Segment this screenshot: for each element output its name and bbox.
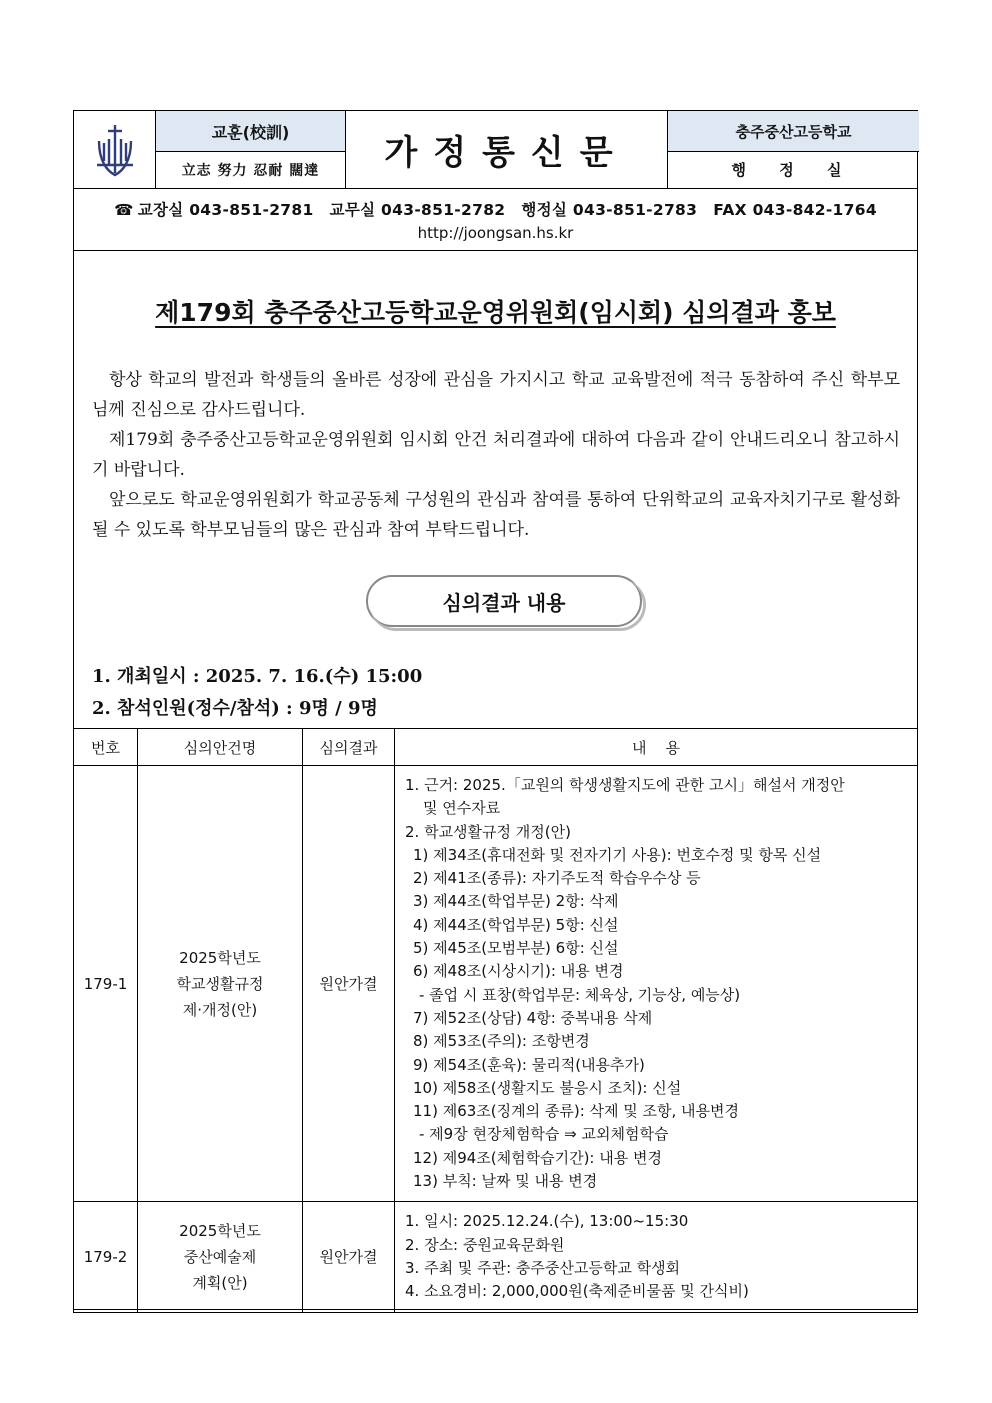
item-name-line: 중산예술제	[183, 1247, 257, 1266]
content-line: 12) 제94조(체험학습기간): 내용 변경	[413, 1148, 662, 1167]
content-line: 1) 제34조(휴대전화 및 전자기기 사용): 번호수정 및 항목 신설	[413, 845, 822, 864]
motto-text: 立志 努力 忍耐 闊達	[181, 162, 320, 179]
paragraph-1: 항상 학교의 발전과 학생들의 올바른 성장에 관심을 가지시고 학교 교육발전에 적극 동참하여 주신 학부모님께 진심으로 감사드립니다.	[92, 370, 900, 420]
content-line: - 제9장 현장체험학습 ⇒ 교외체험학습	[419, 1125, 669, 1144]
content-line: 1. 일시: 2025.12.24.(수), 13:00~15:30	[405, 1212, 689, 1231]
row-item-name	[138, 766, 303, 1202]
document-title: 제179회 충주중산고등학교운영위원회(임시회) 심의결과 홍보	[155, 298, 836, 327]
motto-cell	[156, 111, 346, 188]
content-line: 4) 제44조(학업부문) 5항: 신설	[413, 915, 619, 934]
content-line: 1. 근거: 2025.「교원의 학생생활지도에 관한 고시」해설서 개정안	[405, 776, 845, 794]
phone-icon: ☎	[114, 201, 134, 219]
row-item-name	[138, 1202, 303, 1312]
school-url[interactable]: http://joongsan.hs.kr	[417, 224, 574, 242]
school-emblem-icon	[93, 121, 137, 179]
row-number: 179-2	[74, 1202, 138, 1312]
table-row	[74, 1202, 918, 1312]
content-line: 2. 장소: 중원교육문화원	[405, 1235, 565, 1254]
col-header-result: 심의결과	[303, 729, 395, 766]
item-name-line: 제·개정(안)	[182, 1000, 258, 1019]
table-header-row	[74, 729, 918, 766]
table-row	[74, 766, 918, 1202]
content-line: - 졸업 시 표창(학업부문: 체육상, 기능상, 예능상)	[419, 985, 741, 1004]
content-line: 13) 부칙: 날짜 및 내용 변경	[413, 1172, 598, 1191]
content-line: 4. 소요경비: 2,000,000원(축제준비물품 및 간식비)	[405, 1282, 749, 1301]
col-header-content: 내 용	[395, 729, 918, 766]
content-line: 및 연수자료	[423, 799, 501, 818]
item-name-line: 계획(안)	[192, 1273, 248, 1292]
principal-phone: 교장실 043-851-2781	[137, 201, 314, 219]
document-frame	[73, 110, 918, 1310]
phone-numbers	[74, 198, 917, 220]
row-result: 원안가결	[303, 766, 395, 1202]
content-line: 9) 제54조(훈육): 물리적(내용추가)	[413, 1055, 645, 1074]
content-line: 11) 제63조(징계의 종류): 삭제 및 조항, 내용변경	[413, 1102, 740, 1121]
school-cell	[668, 111, 919, 188]
academic-phone: 교무실 043-851-2782	[329, 201, 506, 219]
content-line: 2) 제41조(종류): 자기주도적 학습우수상 등	[413, 869, 701, 888]
col-header-number: 번호	[74, 729, 138, 766]
section-title: 심의결과 내용	[366, 575, 642, 627]
paragraph-2: 제179회 충주중산고등학교운영위원회 임시회 안건 처리결과에 대하여 다음과 같이 안내드리오니 참고하시기 바랍니다.	[92, 430, 900, 480]
row-result: 원안가결	[303, 1202, 395, 1312]
content-line: 3) 제44조(학업부문) 2항: 삭제	[413, 892, 619, 911]
content-line: 7) 제52조(상담) 4항: 중복내용 삭제	[413, 1008, 653, 1027]
content-line: 3. 주최 및 주관: 충주중산고등학교 학생회	[405, 1258, 681, 1277]
school-logo-cell	[74, 111, 156, 188]
department-name: 행 정 실	[731, 161, 856, 179]
content-line: 8) 제53조(주의): 조항변경	[413, 1032, 590, 1051]
content-line: 10) 제58조(생활지도 불응시 조치): 신설	[413, 1078, 682, 1097]
newsletter-title: 가정통신문	[346, 111, 668, 188]
contact-bar	[74, 188, 917, 251]
row-content	[395, 1202, 918, 1312]
row-number: 179-1	[74, 766, 138, 1202]
fax-number: FAX 043-842-1764	[713, 201, 877, 219]
results-table	[73, 728, 918, 1313]
content-line: 6) 제48조(시상시기): 내용 변경	[413, 962, 624, 981]
paragraph-3: 앞으로도 학교운영위원회가 학교공동체 구성원의 관심과 참여를 통하여 단위학교의 교육자치기구로 활성화될 수 있도록 학부모님들의 많은 관심과 참여 부탁드립니다.	[92, 490, 900, 540]
item-name-line: 2025학년도	[179, 1221, 261, 1240]
letterhead	[74, 111, 917, 189]
item-name-line: 학교생활규정	[176, 974, 264, 993]
admin-phone: 행정실 043-851-2783	[521, 201, 698, 219]
row-content	[395, 766, 918, 1202]
attendance: 2. 참석인원(정수/참석) : 9명 / 9명	[92, 698, 378, 719]
motto-label: 교훈(校訓)	[156, 111, 345, 152]
content-line: 5) 제45조(모범부분) 6항: 신설	[413, 939, 619, 958]
item-name-line: 2025학년도	[179, 948, 261, 967]
school-name: 충주중산고등학교	[668, 111, 919, 152]
content-line: 2. 학교생활규정 개정(안)	[405, 822, 571, 841]
col-header-item: 심의안건명	[138, 729, 303, 766]
meeting-date: 1. 개최일시 : 2025. 7. 16.(수) 15:00	[92, 666, 423, 687]
